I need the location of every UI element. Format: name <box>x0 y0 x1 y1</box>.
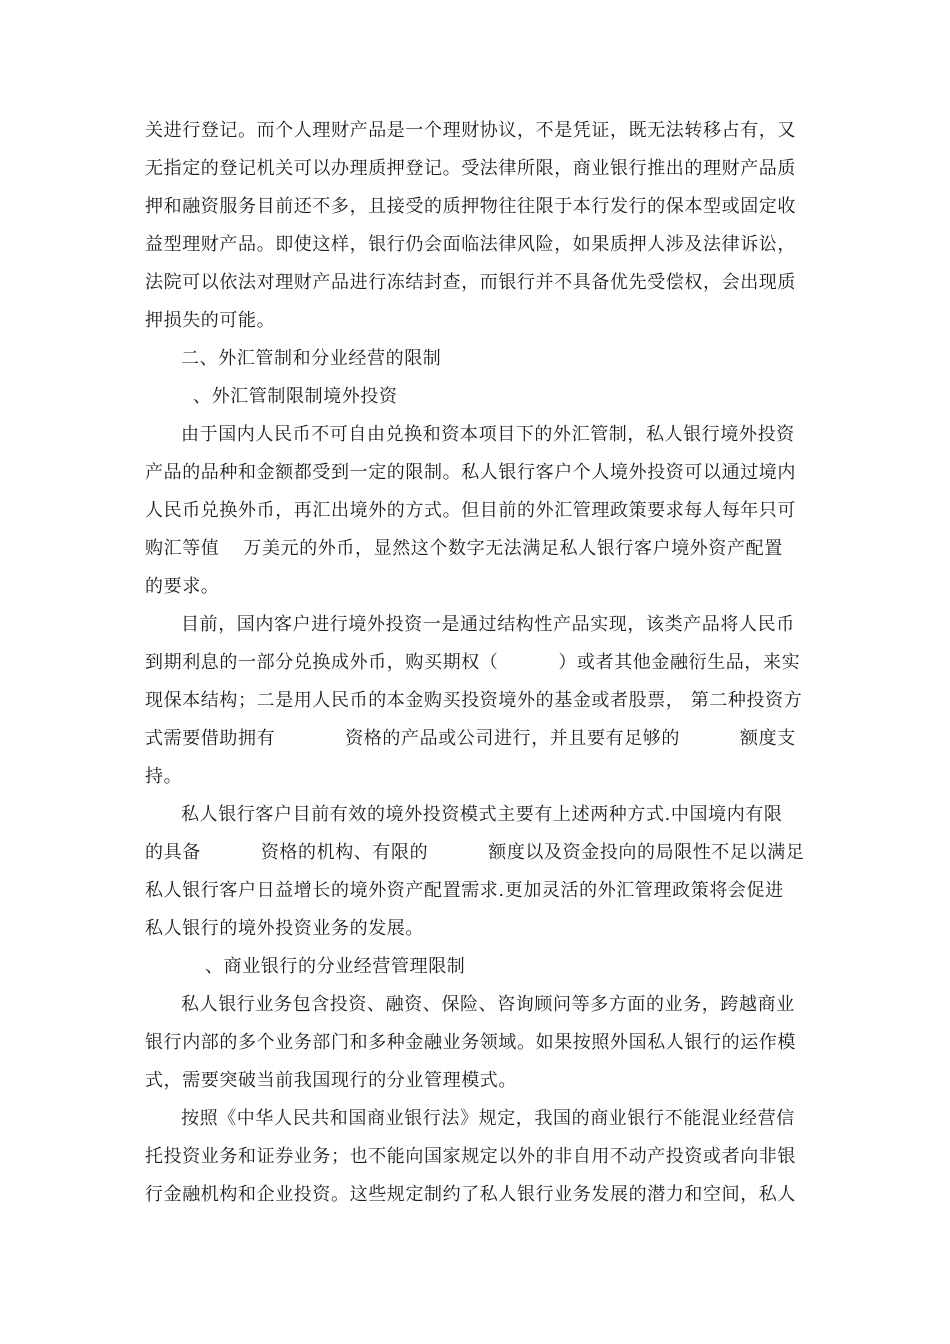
paragraph-line: 的要求。 <box>145 576 220 597</box>
paragraph-line: 私人银行的境外投资业务的发展。 <box>145 918 424 939</box>
subsection-heading: 、商业银行的分业经营管理限制 <box>205 956 466 977</box>
paragraph-line: 产品的品种和金额都受到一定的限制。私人银行客户个人境外投资可以通过境内 <box>145 462 796 483</box>
text-segment: 额度支 <box>740 728 796 749</box>
paragraph-line: 法院可以依法对理财产品进行冻结封查，而银行并不具备优先受偿权，会出现质 <box>145 272 796 293</box>
paragraph-line: 无指定的登记机关可以办理质押登记。受法律所限，商业银行推出的理财产品质 <box>145 158 796 179</box>
paragraph-line <box>145 651 815 675</box>
text-segment: ）或者其他金融衍生品，来实 <box>558 652 801 673</box>
text-segment: 万美元的外币，显然这个数字无法满足私人银行客户境外资产配置 <box>243 538 783 559</box>
paragraph-line: 式，需要突破当前我国现行的分业管理模式。 <box>145 1070 517 1091</box>
text-segment: 的具备 <box>145 842 201 863</box>
paragraph-line <box>145 841 815 865</box>
text-segment: 购汇等值 <box>145 538 220 559</box>
text-segment: 式需要借助拥有 <box>145 728 276 749</box>
paragraph-line: 行金融机构和企业投资。这些规定制约了私人银行业务发展的潜力和空间，私人 <box>145 1184 796 1205</box>
paragraph-line: 私人银行客户目前有效的境外投资模式主要有上述两种方式.中国境内有限 <box>181 804 783 825</box>
paragraph-line: 押损失的可能。 <box>145 310 276 331</box>
text-segment: 额度以及资金投向的局限性不足以满足 <box>488 842 805 863</box>
section-heading: 二、外汇管制和分业经营的限制 <box>181 348 442 369</box>
paragraph-line <box>145 727 815 751</box>
paragraph-line: 押和融资服务目前还不多，且接受的质押物往往限于本行发行的保本型或固定收 <box>145 196 796 217</box>
paragraph-line: 私人银行业务包含投资、融资、保险、咨询顾问等多方面的业务，跨越商业 <box>181 994 795 1015</box>
paragraph-line: 由于国内人民币不可自由兑换和资本项目下的外汇管制，私人银行境外投资 <box>181 424 795 445</box>
text-segment: 资格的机构、有限的 <box>260 842 429 863</box>
paragraph-line: 目前，国内客户进行境外投资一是通过结构性产品实现，该类产品将人民币 <box>181 614 795 635</box>
paragraph-line: 益型理财产品。即使这样，银行仍会面临法律风险，如果质押人涉及法律诉讼， <box>145 234 796 255</box>
paragraph-line: 托投资业务和证券业务；也不能向国家规定以外的非自用不动产投资或者向非银 <box>145 1146 796 1167</box>
paragraph-line: 现保本结构；二是用人民币的本金购买投资境外的基金或者股票， 第二种投资方 <box>145 690 803 711</box>
paragraph-line: 按照《中华人民共和国商业银行法》规定，我国的商业银行不能混业经营信 <box>181 1108 795 1129</box>
text-segment: 到期利息的一部分兑换成外币，购买期权（ <box>145 652 499 673</box>
paragraph-line: 人民币兑换外币，再汇出境外的方式。但目前的外汇管理政策要求每人每年只可 <box>145 500 796 521</box>
text-segment: 资格的产品或公司进行，并且要有足够的 <box>345 728 681 749</box>
subsection-heading: 、外汇管制限制境外投资 <box>193 386 398 407</box>
paragraph-line: 持。 <box>145 766 183 787</box>
paragraph-line: 私人银行客户日益增长的境外资产配置需求.更加灵活的外汇管理政策将会促进 <box>145 880 784 901</box>
paragraph-line: 银行内部的多个业务部门和多种金融业务领域。如果按照外国私人银行的运作模 <box>145 1032 796 1053</box>
paragraph-line <box>145 537 815 561</box>
paragraph-line: 关进行登记。而个人理财产品是一个理财协议，不是凭证，既无法转移占有，又 <box>145 120 796 141</box>
